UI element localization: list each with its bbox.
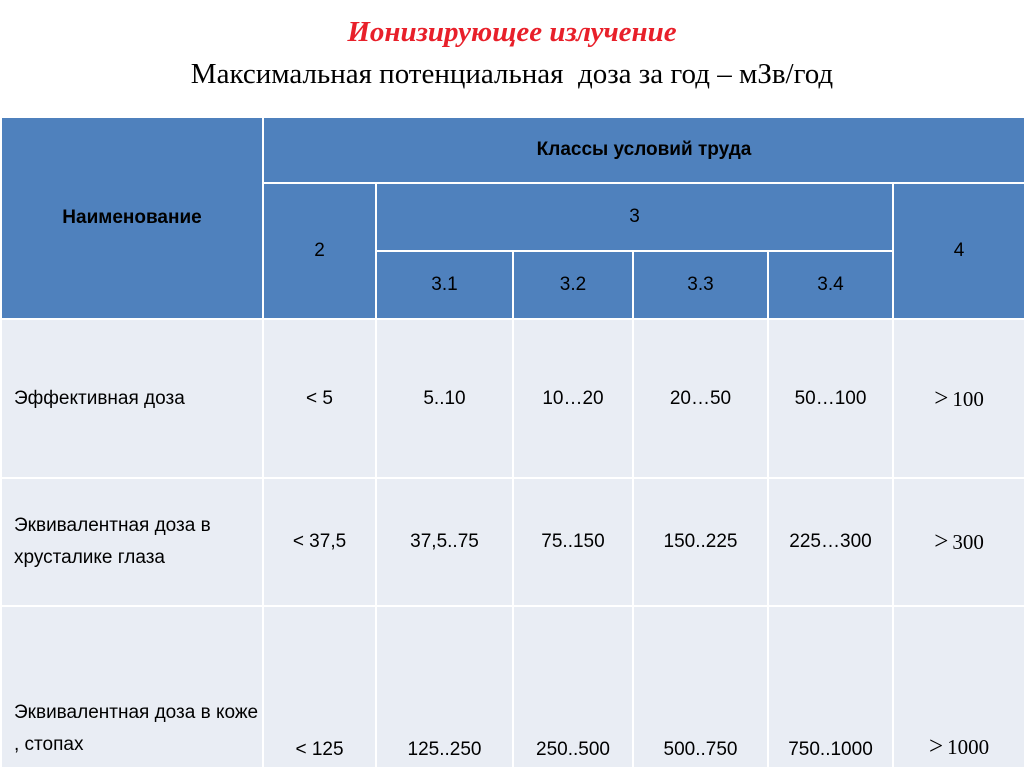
cell-class-3-2: 10…20: [513, 319, 633, 478]
row-name: Эквивалентная доза в коже , стопах: [1, 606, 263, 768]
cell-class-4-value: 1000: [947, 735, 990, 759]
row-name: Эквивалентная доза в хрусталике глаза: [1, 478, 263, 606]
cell-class-3-3: 150..225: [633, 478, 768, 606]
cell-class-3-4: 50…100: [768, 319, 893, 478]
header-class-3-3: 3.3: [633, 251, 768, 319]
cell-class-3-3: 20…50: [633, 319, 768, 478]
table-row: [1, 478, 1024, 606]
cell-class-2: < 125: [263, 606, 376, 768]
table-row: [1, 606, 1024, 768]
cell-class-3-2: 75..150: [513, 478, 633, 606]
slide-subtitle: Максимальная потенциальная доза за год – мЗв/год: [190, 58, 834, 90]
greater-than-sign: >: [928, 733, 944, 760]
cell-class-3-1: 5..10: [376, 319, 513, 478]
cell-class-2: < 37,5: [263, 478, 376, 606]
row-name: Эффективная доза: [1, 319, 263, 478]
header-class-2: 2: [263, 183, 376, 319]
cell-class-4: [893, 606, 1024, 768]
cell-class-2: < 5: [263, 319, 376, 478]
header-classes-title: Классы условий труда: [263, 117, 1024, 183]
cell-class-4-value: 300: [952, 530, 984, 554]
slide-title: Ионизирующее излучение: [347, 16, 677, 48]
cell-class-4: [893, 319, 1024, 478]
cell-class-3-4: 750..1000: [768, 606, 893, 768]
header-class-3-1: 3.1: [376, 251, 513, 319]
work-conditions-table: [0, 116, 1024, 769]
header-class-3: 3: [376, 183, 893, 251]
cell-class-3-4: 225…300: [768, 478, 893, 606]
cell-class-3-3: 500..750: [633, 606, 768, 768]
header-row-1: [1, 117, 1024, 183]
header-class-3-2: 3.2: [513, 251, 633, 319]
header-class-4: 4: [893, 183, 1024, 319]
header-class-3-4: 3.4: [768, 251, 893, 319]
cell-class-3-2: 250..500: [513, 606, 633, 768]
greater-than-sign: >: [934, 384, 949, 412]
table-row: [1, 319, 1024, 478]
greater-than-sign: >: [934, 528, 949, 555]
cell-class-3-1: 125..250: [376, 606, 513, 768]
cell-class-4: [893, 478, 1024, 606]
cell-class-3-1: 37,5..75: [376, 478, 513, 606]
header-name-column: Наименование: [1, 117, 263, 319]
cell-class-4-value: 100: [952, 386, 984, 411]
